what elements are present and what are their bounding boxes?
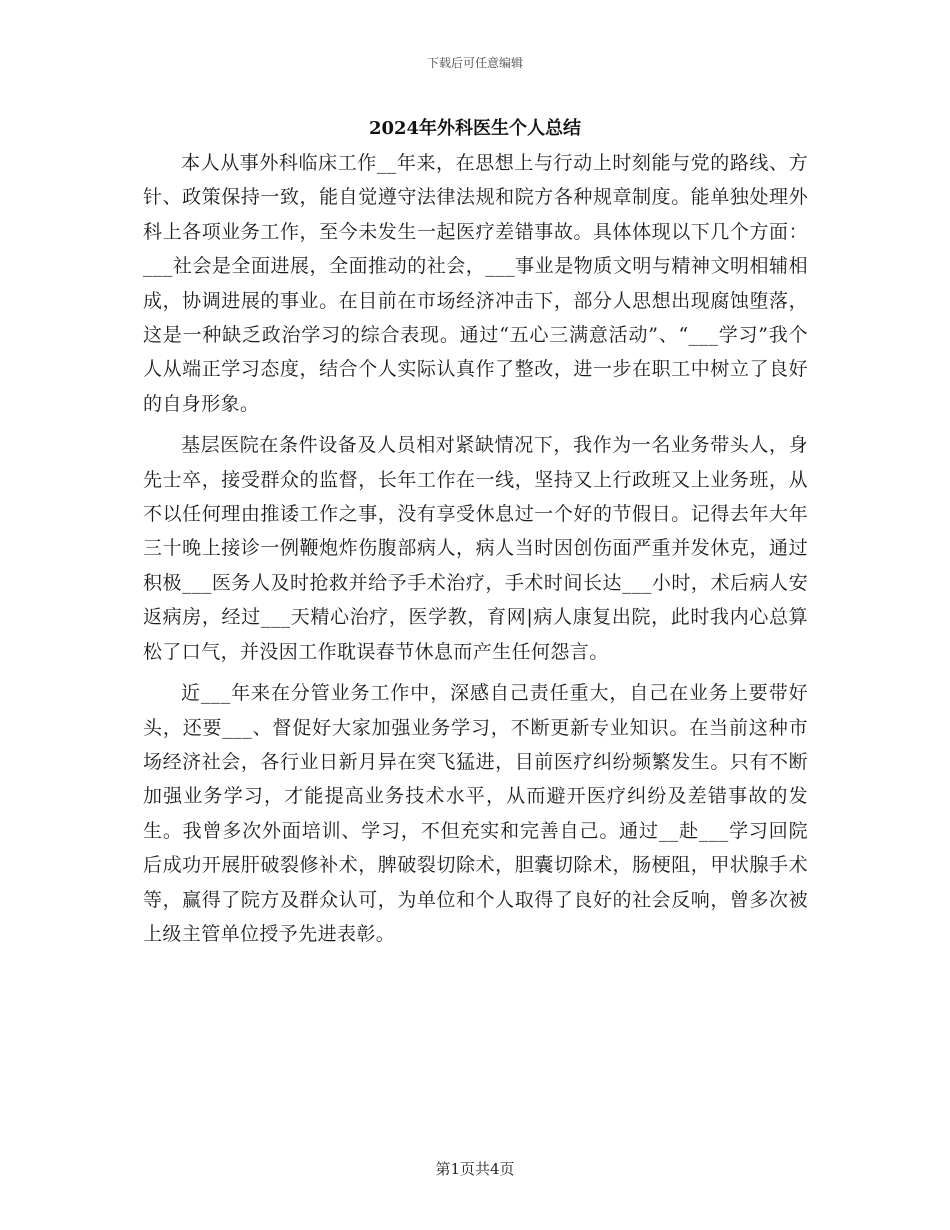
document-body — [143, 146, 808, 951]
body-paragraph-3: 近___年来在分管业务工作中，深感自己责任重大，自己在业务上要带好头，还要___、督促好大家加强业务学习，不断更新专业知识。在当前这种市场经济社会，各行业日新月异在突飞猛进，目前医疗纠纷频繁发生。只有不断加强业务学习，才能提高业务技术水平，从而避开医疗纠纷及差错事故的发生。我曾多次外面培训、学习，不但充实和完善自己。通过__赴___学习回院后成功开展肝破裂修补术，脾破裂切除术，胆囊切除术，肠梗阻，甲状腺手术等，赢得了院方及群众认可，为单位和个人取得了良好的社会反响，曾多次被上级主管单位授予先进表彰。 — [143, 682, 808, 945]
page-header-note: 下载后可任意编辑 — [426, 56, 523, 70]
document-title: 2024年外科医生个人总结 — [368, 118, 582, 139]
body-paragraph-2: 基层医院在条件设备及人员相对紧缺情况下，我作为一名业务带头人，身先士卒，接受群众的监督，长年工作在一线，坚持又上行政班又上业务班，从不以任何理由推诿工作之事，没有享受休息过一个好的节假日。记得去年大年三十晚上接诊一例鞭炮炸伤腹部病人，病人当时因创伤面严重并发休克，通过积极___医务人及时抢救并给予手术治疗，手术时间长达___小时，术后病人安返病房，经过___天精心治疗，医学教，育网|病人康复出院，此时我内心总算松了口气，并没因工作耽误春节休息而产生任何怨言。 — [143, 434, 808, 663]
page-number: 第1页共4页 — [435, 1160, 515, 1178]
body-paragraph-1: 本人从事外科临床工作__年来，在思想上与行动上时刻能与党的路线、方针、政策保持一致，能自觉遵守法律法规和院方各种规章制度。能单独处理外科上各项业务工作，至今未发生一起医疗差错事故。具体体现以下几个方面：___社会是全面进展，全面推动的社会，___事业是物质文明与精神文明相辅相成，协调进展的事业。在目前在市场经济冲击下，部分人思想出现腐蚀堕落，这是一种缺乏政治学习的综合表现。通过“五心三满意活动”、“___学习”我个人从端正学习态度，结合个人实际认真作了整改，进一步在职工中树立了良好的自身形象。 — [143, 152, 808, 415]
